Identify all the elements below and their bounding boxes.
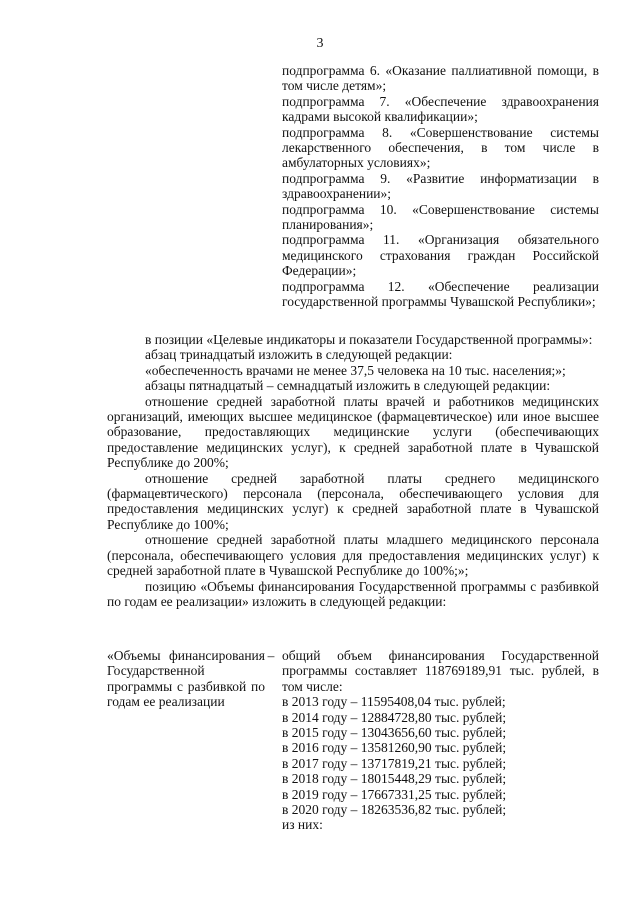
funding-year-row: в 2013 году – 11595408,04 тыс. рублей; [282,694,506,710]
paragraph: «обеспеченность врачами не менее 37,5 человека на 10 тыс. населения;»; [145,362,566,378]
funding-year-row: в 2017 году – 13717819,21 тыс. рублей; [282,755,507,771]
funding-values [282,648,599,833]
paragraph: абзацы пятнадцатый – семнадцатый изложить в следующей редакции: [145,378,551,394]
paragraph: в позиции «Целевые индикаторы и показатели Государственной программы»: [145,332,593,347]
subprogram-item: подпрограмма 9. «Развитие информатизации в здравоохранении»; [282,170,599,202]
subprogram-item: подпрограмма 6. «Оказание паллиативной помощи, в том числе детям»; [282,63,599,94]
funding-year-row: в 2019 году – 17667331,25 тыс. рублей; [282,786,507,802]
funding-dash: – [267,648,275,663]
funding-year-row: в 2016 году – 13581260,90 тыс. рублей; [282,740,507,756]
amendment-text [107,332,599,609]
paragraph: отношение средней заработной платы врачей и работников медицинских организаций, имеющих высшее медицинское (фармацевтическое) или иное высшее образование, предоставляющих медицинские услуги (обеспечивающих предоставление медицинских услуг), к средней заработной плате в Чувашской Республике до 200%; [107,393,599,471]
paragraph: отношение средней заработной платы среднего медицинского (фармацевтического) персонала (персонала, обеспечивающего условия для предоставления медицинских услуг) к средней заработной плате в Чувашской Республике до 100%; [107,470,599,532]
funding-tail: из них: [282,817,323,833]
page-number: 3 [316,36,324,51]
subprogram-list [282,63,599,310]
funding-intro: общий объем финансирования Государственной программы составляет 118769189,91 тыс. рублей, в том числе: [282,648,599,694]
paragraph: абзац тринадцатый изложить в следующей редакции: [145,347,453,363]
paragraph: отношение средней заработной платы младшего медицинского персонала (персонала, обеспечивающего условия для предоставления медицинских услуг) к средней заработной плате в Чувашской Республике до 100%;»; [107,532,599,579]
funding-year-row: в 2014 году – 12884728,80 тыс. рублей; [282,709,507,725]
paragraph: позицию «Объемы финансирования Государственной программы с разбивкой по годам ее реализации» изложить в следующей редакции: [107,578,599,609]
subprogram-item: подпрограмма 12. «Обеспечение реализации государственной программы Чувашской Республики»; [282,278,599,310]
subprogram-item: подпрограмма 11. «Организация обязательного медицинского страхования граждан Российской Федерации»; [282,232,599,279]
subprogram-item: подпрограмма 10. «Совершенствование системы планирования»; [282,201,599,233]
funding-year-row: в 2018 году – 18015448,29 тыс. рублей; [282,771,507,787]
funding-year-row: в 2015 году – 13043656,60 тыс. рублей; [282,725,507,741]
funding-year-row: в 2020 году – 18263536,82 тыс. рублей; [282,802,507,818]
subprogram-item: подпрограмма 7. «Обеспечение здравоохранения кадрами высокой квалификации»; [282,93,599,125]
subprogram-item: подпрограмма 8. «Совершенствование системы лекарственного обеспечения, в том числе в амбулаторных условиях»; [282,124,599,171]
funding-label: «Объемы финансирования Государственной программы с разбивкой по годам ее реализации [107,648,265,710]
